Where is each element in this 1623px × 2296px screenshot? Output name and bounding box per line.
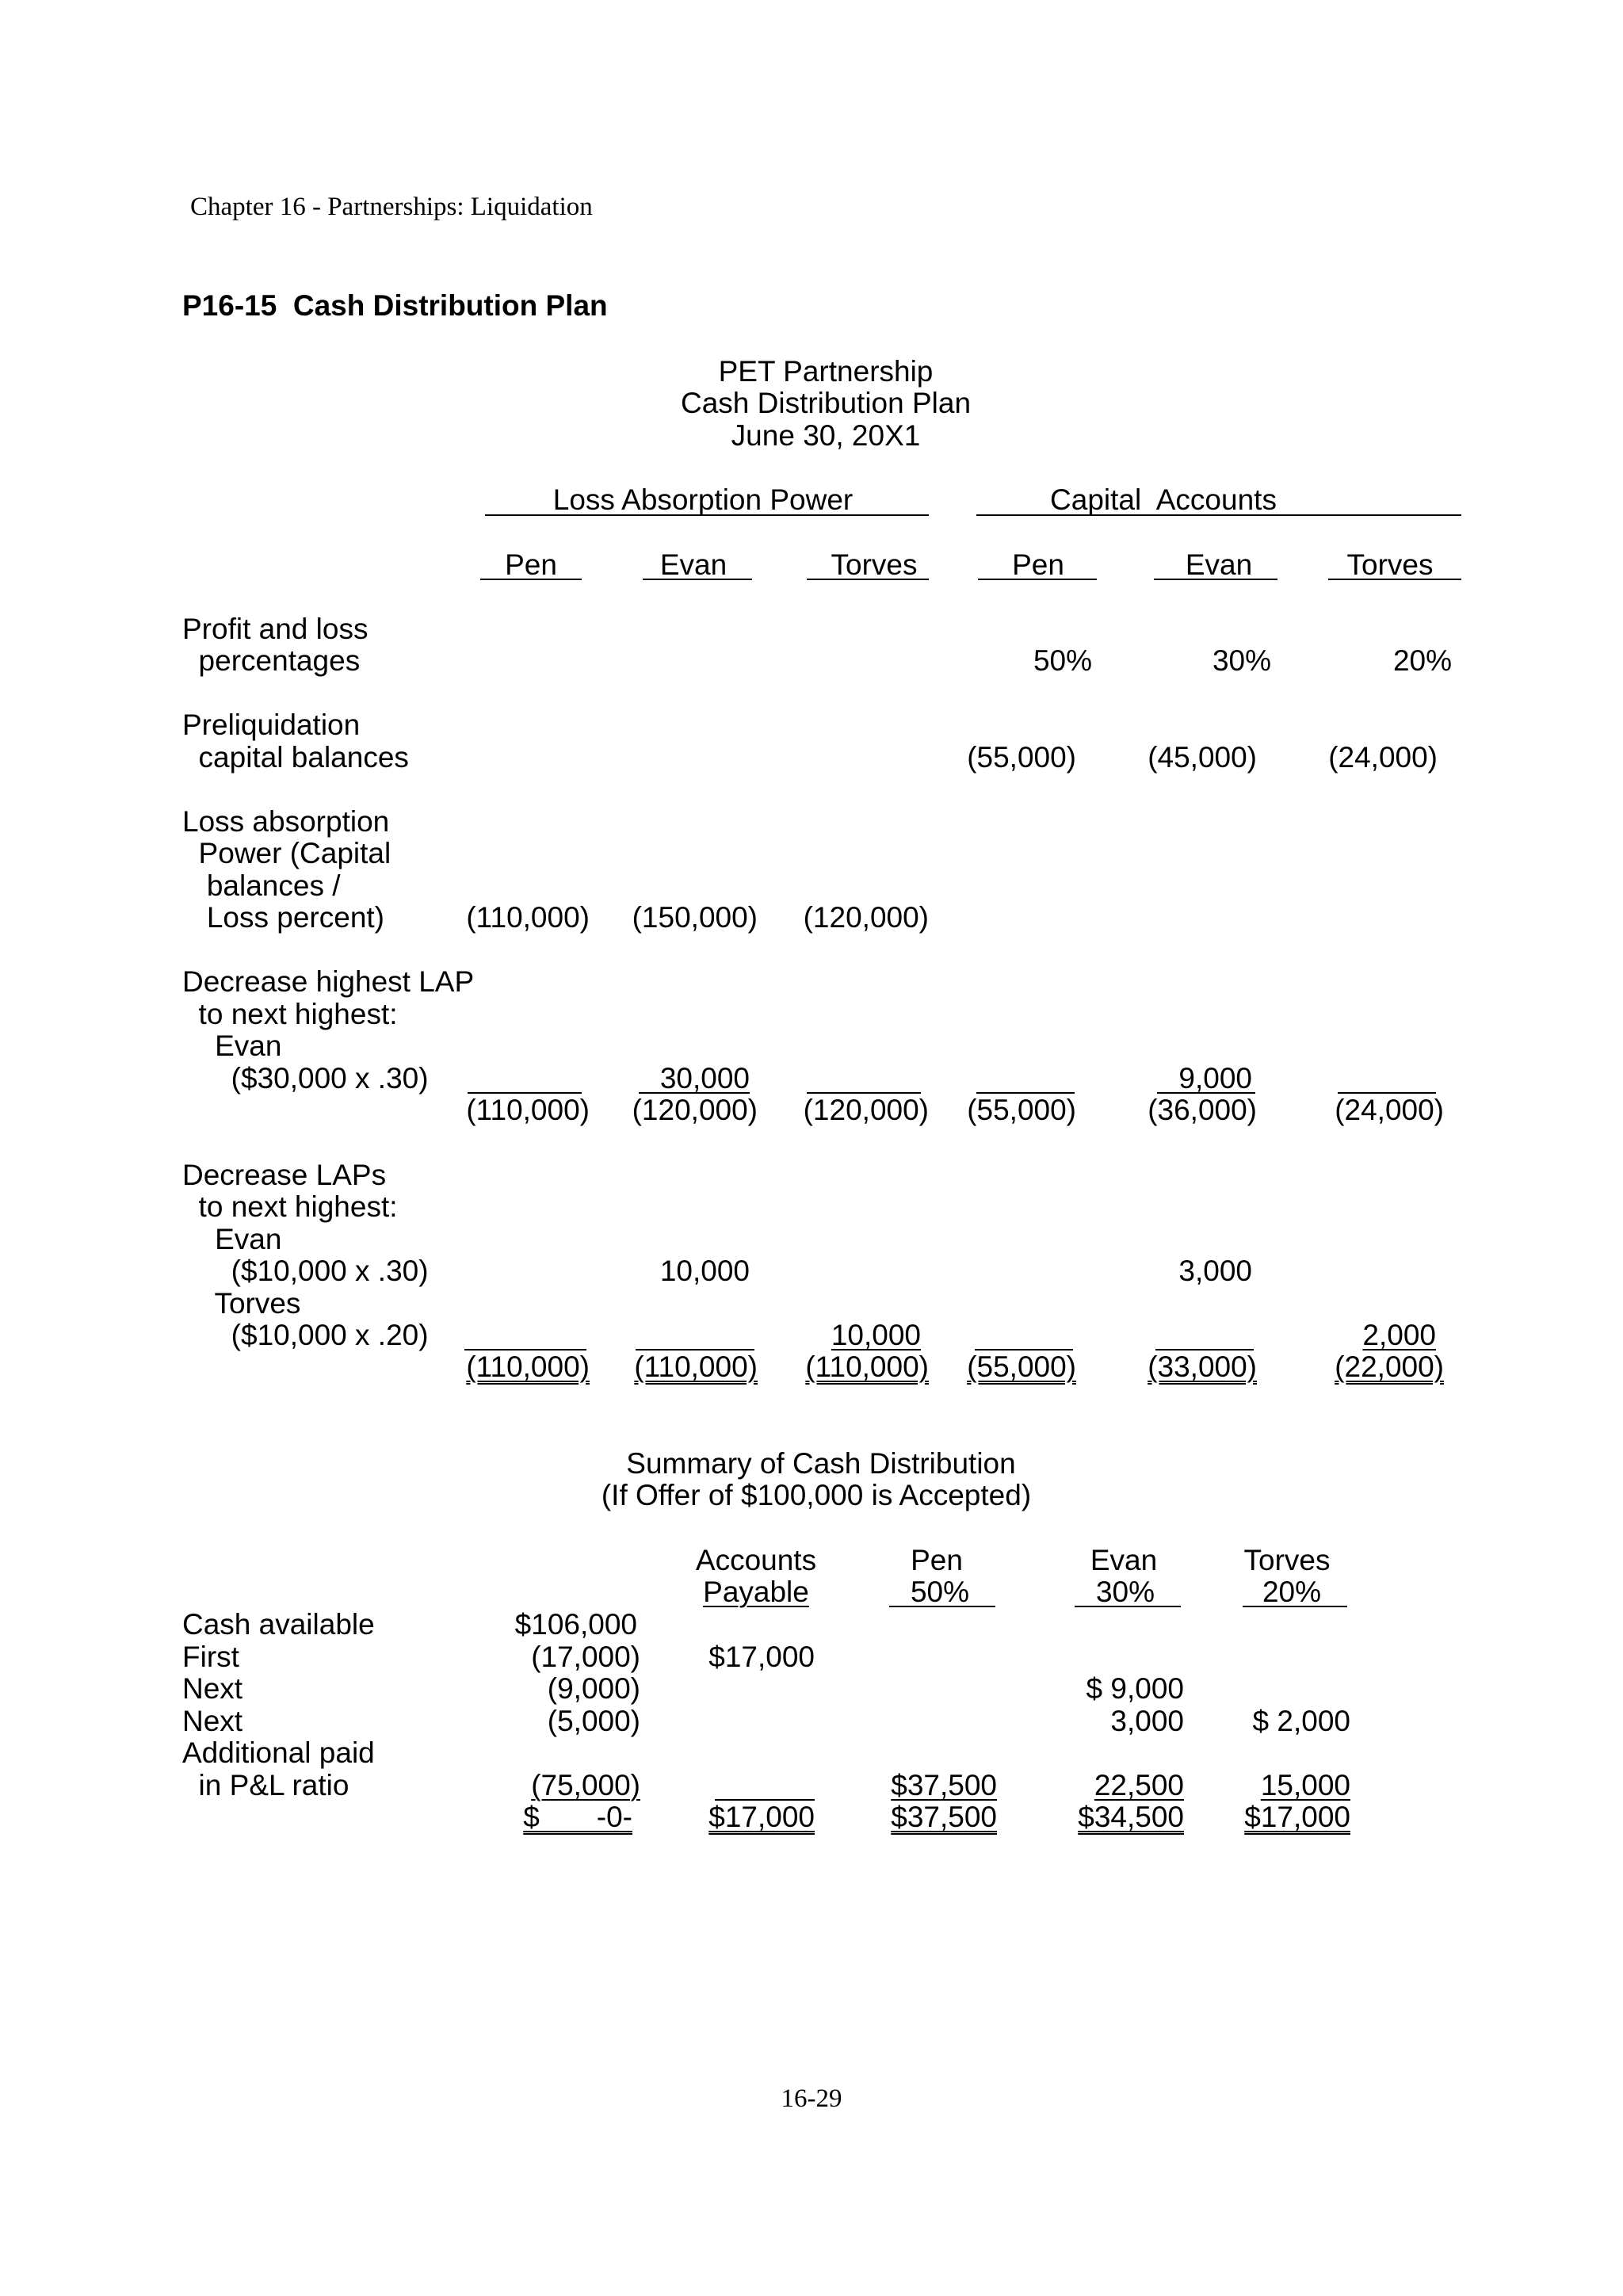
summary-total-cash: $ -0-: [523, 1801, 632, 1833]
cell-dec2-cap-evan: 3,000: [1178, 1255, 1252, 1287]
row-label: Evan: [182, 1223, 282, 1255]
row-label: Decrease LAPs: [182, 1159, 387, 1191]
summary-header-rule: [1243, 1606, 1347, 1607]
summary-cash: (5,000): [547, 1705, 640, 1737]
row-label: ($10,000 x .30): [182, 1255, 429, 1287]
cell-dec1-cap-evan: 9,000: [1178, 1062, 1252, 1095]
cell-dec2-lap-evan: 10,000: [659, 1255, 750, 1287]
capital-group-header: Capital Accounts: [1050, 483, 1277, 516]
row-label: to next highest:: [182, 998, 398, 1030]
plan-title-line-3: June 30, 20X1: [731, 419, 921, 452]
row-label: percentages: [182, 644, 361, 677]
summary-row-label: Cash available: [182, 1608, 375, 1641]
row-label: to next highest:: [182, 1190, 398, 1223]
row-label: capital balances: [182, 741, 409, 774]
row-label: Loss absorption: [182, 805, 390, 838]
cell-total-cap-evan: (33,000): [1148, 1350, 1257, 1383]
cell-sub1-cap-pen: (55,000): [967, 1094, 1076, 1126]
summary-title-line-2: (If Offer of $100,000 is Accepted): [601, 1479, 1032, 1511]
capital-group-rule: [976, 514, 1461, 516]
row-label: ($30,000 x .30): [182, 1062, 429, 1095]
col-rule: [807, 579, 929, 580]
row-label: Preliquidation: [182, 709, 361, 741]
summary-row-label: Next: [182, 1672, 243, 1705]
cell-sub1-cap-torves: (24,000): [1335, 1094, 1444, 1126]
cell-lap-torves: (120,000): [803, 901, 929, 934]
summary-header-pen-2: 50%: [910, 1576, 970, 1608]
summary-total-ap: $17,000: [708, 1801, 815, 1833]
col-header-cap-pen: Pen: [1012, 548, 1064, 581]
plan-title-line-1: PET Partnership: [718, 355, 934, 388]
cell-sub1-lap-pen: (110,000): [466, 1094, 590, 1126]
cell-sub1-lap-evan: (120,000): [632, 1094, 758, 1126]
cell-sub1-cap-evan: (36,000): [1148, 1094, 1257, 1126]
summary-header-rule: [1075, 1606, 1181, 1607]
cell-sub1-lap-torves: (120,000): [803, 1094, 929, 1126]
summary-title-line-1: Summary of Cash Distribution: [626, 1447, 1016, 1480]
row-label: Torves: [182, 1287, 301, 1320]
summary-pen: $37,500: [891, 1769, 997, 1801]
plan-title-line-2: Cash Distribution Plan: [680, 387, 972, 419]
summary-evan: 3,000: [1110, 1705, 1184, 1737]
summary-cash: (17,000): [531, 1641, 640, 1673]
row-label: Decrease highest LAP: [182, 965, 475, 998]
cell-total-lap-torves: (110,000): [805, 1350, 929, 1383]
summary-row-label: First: [182, 1641, 239, 1673]
summary-evan: $ 9,000: [1086, 1672, 1184, 1705]
row-label: Power (Capital: [182, 837, 391, 869]
col-header-cap-torves: Torves: [1346, 548, 1434, 581]
summary-header-ap-2: Payable: [703, 1576, 809, 1608]
cell-pl-evan: 30%: [1212, 644, 1271, 677]
cell-total-cap-torves: (22,000): [1335, 1350, 1444, 1383]
summary-total-torves: $17,000: [1244, 1801, 1350, 1833]
cell-dec2-lap-torves: 10,000: [831, 1319, 921, 1351]
col-rule: [1154, 579, 1277, 580]
row-label: Loss percent): [182, 901, 385, 934]
col-header-lap-pen: Pen: [505, 548, 557, 581]
row-label: Profit and loss: [182, 613, 369, 645]
summary-header-evan-2: 30%: [1095, 1576, 1155, 1608]
cell-lap-pen: (110,000): [466, 901, 590, 934]
summary-header-evan-1: Evan: [1090, 1544, 1158, 1576]
summary-evan: 22,500: [1094, 1769, 1184, 1801]
summary-total-evan: $34,500: [1078, 1801, 1184, 1833]
cell-preliq-pen: (55,000): [967, 741, 1076, 774]
cell-lap-evan: (150,000): [632, 901, 758, 934]
problem-title: P16-15 Cash Distribution Plan: [182, 289, 608, 322]
chapter-header: Chapter 16 - Partnerships: Liquidation: [190, 193, 593, 221]
summary-cash: (75,000): [531, 1769, 640, 1801]
summary-row-label: Additional paid: [182, 1736, 375, 1769]
summary-header-ap-1: Accounts: [695, 1544, 817, 1576]
col-header-cap-evan: Evan: [1185, 548, 1253, 581]
summary-total-pen: $37,500: [891, 1801, 997, 1833]
summary-header-pen-1: Pen: [911, 1544, 963, 1576]
row-label: Evan: [182, 1030, 282, 1062]
summary-torves: 15,000: [1260, 1769, 1350, 1801]
summary-torves: $ 2,000: [1252, 1705, 1350, 1737]
row-label: ($10,000 x .20): [182, 1319, 429, 1351]
cell-dec1-lap-evan: 30,000: [659, 1062, 750, 1095]
summary-row-label: Next: [182, 1705, 243, 1737]
col-rule: [480, 579, 582, 580]
cell-pl-pen: 50%: [1033, 644, 1092, 677]
summary-cash: $106,000: [514, 1608, 637, 1641]
lap-group-header: Loss Absorption Power: [552, 483, 854, 516]
col-rule: [643, 579, 752, 580]
summary-header-torves-1: Torves: [1243, 1544, 1331, 1576]
summary-header-torves-2: 20%: [1262, 1576, 1322, 1608]
cell-total-lap-pen: (110,000): [466, 1350, 590, 1383]
col-header-lap-torves: Torves: [831, 548, 918, 581]
lap-group-rule: [485, 514, 929, 516]
cell-preliq-evan: (45,000): [1148, 741, 1257, 774]
cell-total-lap-evan: (110,000): [634, 1350, 758, 1383]
col-header-lap-evan: Evan: [659, 548, 727, 581]
col-rule: [1328, 579, 1461, 580]
cell-dec2-cap-torves: 2,000: [1362, 1319, 1436, 1351]
summary-header-rule: [889, 1606, 995, 1607]
summary-cash: (9,000): [547, 1672, 640, 1705]
cell-total-cap-pen: (55,000): [967, 1350, 1076, 1383]
col-rule: [978, 579, 1097, 580]
cell-preliq-torves: (24,000): [1328, 741, 1438, 774]
summary-row-label: in P&L ratio: [182, 1769, 349, 1801]
cell-pl-torves: 20%: [1392, 644, 1452, 677]
summary-ap: $17,000: [708, 1641, 815, 1673]
row-label: balances /: [182, 869, 341, 902]
page-number: 16-29: [781, 2084, 842, 2113]
